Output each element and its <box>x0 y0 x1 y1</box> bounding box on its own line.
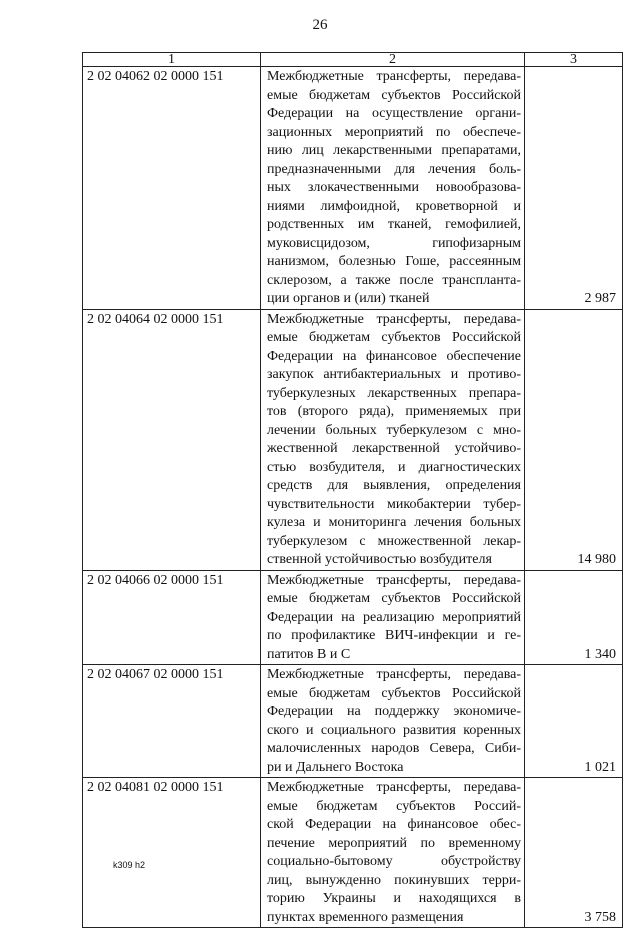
description-line: ри и Дальнего Востока <box>267 759 404 775</box>
description-line: туберкулезных лекарственных препара- <box>267 385 521 401</box>
description-line: стью возбудителя, и диагностических <box>267 459 521 475</box>
description-line: туберкулезом с множественной лекар- <box>267 533 521 549</box>
footer-code: k309 h2 <box>113 860 146 870</box>
page-number: 26 <box>312 17 328 33</box>
description-line: предназначенными для лечения боль- <box>267 161 521 177</box>
description-line: социально-бытовому обустройству <box>267 854 521 869</box>
header-row <box>83 53 623 67</box>
description-line: Межбюджетные трансферты, передава- <box>267 311 521 327</box>
table-row <box>83 67 623 310</box>
table-row <box>83 778 623 928</box>
table-row <box>83 309 623 570</box>
description-line: кулеза и мониторинга лечения больных <box>267 515 521 530</box>
budget-code: 2 02 04062 02 0000 151 <box>83 67 261 310</box>
transfer-description <box>261 309 525 570</box>
description-line: Межбюджетные трансферты, передава- <box>267 667 521 682</box>
column-header-description: 2 <box>261 53 525 67</box>
description-line: Федерации на реализацию мероприятий <box>267 609 521 625</box>
column-header-code: 1 <box>83 53 261 67</box>
amount-value: 1 021 <box>525 665 623 778</box>
description-line: малочисленных народов Севера, Сиби- <box>267 741 521 756</box>
description-line: нанизмом, болезнью Гоше, рассеянным <box>267 254 521 269</box>
budget-code: 2 02 04064 02 0000 151 <box>83 309 261 570</box>
description-line: жественной лекарственной устойчиво- <box>267 441 521 456</box>
description-line: ных злокачественными новообразова- <box>267 180 521 195</box>
description-line: ского и социального развития коренных <box>267 722 521 738</box>
description-line: Федерации на осуществление органи- <box>267 106 521 121</box>
description-line: родственных им тканей, гемофилией, <box>267 217 521 232</box>
description-line: емые бюджетам субъектов Российской <box>267 591 521 606</box>
description-line: пунктах временного размещения <box>267 909 464 925</box>
description-line: нию лиц лекарственными препаратами, <box>267 143 521 158</box>
description-line: лечении больных туберкулезом с мно- <box>267 422 521 438</box>
transfer-description <box>261 67 525 310</box>
description-line: Федерации на финансовое обеспечение <box>267 348 521 364</box>
transfer-description <box>261 665 525 778</box>
column-header-amount: 3 <box>525 53 623 67</box>
description-line: емые бюджетам субъектов Российской <box>267 87 521 103</box>
description-line: емые бюджетам субъектов Россий- <box>267 798 521 814</box>
table-row <box>83 665 623 778</box>
budget-code: 2 02 04067 02 0000 151 <box>83 665 261 778</box>
amount-value: 3 758 <box>525 778 623 928</box>
description-line: закупок антибактериальных и противо- <box>267 367 521 382</box>
description-line: Федерации на поддержку экономиче- <box>267 704 521 719</box>
table-row <box>83 570 623 665</box>
description-line: Межбюджетные трансферты, передава- <box>267 780 521 795</box>
description-line: ственной устойчивостью возбудителя <box>267 552 492 567</box>
budget-code: 2 02 04081 02 0000 151 <box>83 778 261 928</box>
description-line: тов (второго ряда), применяемых при <box>267 404 521 419</box>
description-line: Межбюджетные трансферты, передава- <box>267 69 521 84</box>
description-line: ции органов и (или) тканей <box>267 291 430 306</box>
transfer-description <box>261 778 525 928</box>
description-line: муковисцидозом, гипофизарным <box>267 235 521 251</box>
budget-code: 2 02 04066 02 0000 151 <box>83 570 261 665</box>
description-line: емые бюджетам субъектов Российской <box>267 685 521 701</box>
transfer-description <box>261 570 525 665</box>
description-line: зационных мероприятий по обеспече- <box>267 124 521 140</box>
description-line: патитов В и С <box>267 646 351 662</box>
description-line: печение мероприятий по временному <box>267 835 521 851</box>
budget-table <box>82 52 623 928</box>
description-line: ской Федерации на финансовое обес- <box>267 817 521 832</box>
amount-value: 1 340 <box>525 570 623 665</box>
description-line: Межбюджетные трансферты, передава- <box>267 572 521 588</box>
amount-value: 2 987 <box>525 67 623 310</box>
amount-value: 14 980 <box>525 309 623 570</box>
description-line: чувствительности микобактерии тубер- <box>267 496 521 512</box>
description-line: ниями лимфоидной, кроветворной и <box>267 198 521 214</box>
description-line: склерозом, а также после транспланта- <box>267 272 521 288</box>
description-line: лиц, вынужденно покинувших терри- <box>267 872 521 888</box>
description-line: по профилактике ВИЧ-инфекции и ге- <box>267 628 521 643</box>
description-line: емые бюджетам субъектов Российской <box>267 330 521 345</box>
description-line: средств для выявления, определения <box>267 478 521 493</box>
description-line: торию Украины и находящихся в <box>267 891 521 906</box>
